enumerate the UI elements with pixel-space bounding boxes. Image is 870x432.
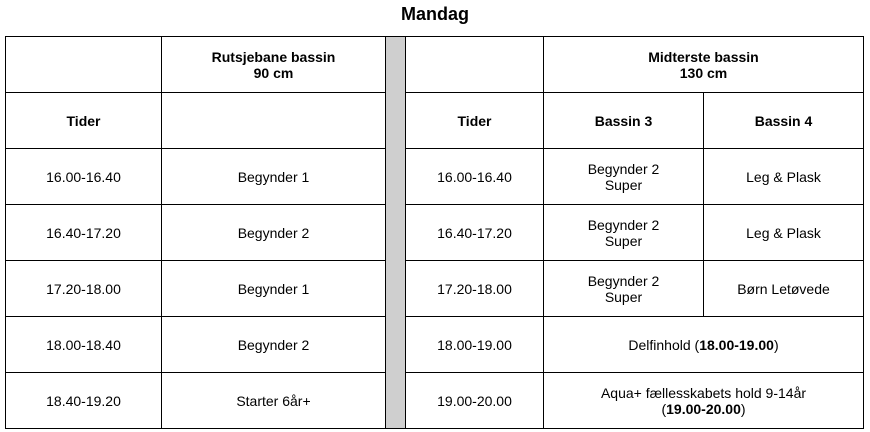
left-pool-depth: 90 cm (253, 64, 294, 81)
right-time-cell: 18.00-19.00 (406, 317, 544, 373)
bassin3-line1: Begynder 2 (587, 216, 660, 233)
table-row (6, 205, 864, 261)
right-pool-header (544, 37, 864, 93)
left-time-cell: 16.40-17.20 (6, 205, 162, 261)
bassin3-cell (544, 149, 704, 205)
left-activity-cell: Starter 6år+ (162, 373, 386, 429)
left-activity-cell: Begynder 1 (162, 149, 386, 205)
bassin3-line2: Super (604, 288, 643, 305)
table-row (6, 261, 864, 317)
section-separator (386, 37, 406, 429)
left-activity-cell: Begynder 2 (162, 205, 386, 261)
bassin3-header: Bassin 3 (544, 93, 704, 149)
left-time-cell: 16.00-16.40 (6, 149, 162, 205)
merged-activity-time: 19.00-20.00 (666, 400, 741, 417)
empty-header-cell (406, 37, 544, 93)
empty-header-cell (162, 93, 386, 149)
pool-header-row (6, 37, 864, 93)
right-time-cell: 17.20-18.00 (406, 261, 544, 317)
empty-header-cell (6, 37, 162, 93)
bassin4-header: Bassin 4 (704, 93, 864, 149)
right-time-cell: 16.00-16.40 (406, 149, 544, 205)
left-time-cell: 18.00-18.40 (6, 317, 162, 373)
bassin3-line1: Begynder 2 (587, 160, 660, 177)
left-pool-header (162, 37, 386, 93)
left-time-cell: 17.20-18.00 (6, 261, 162, 317)
bassin3-cell (544, 205, 704, 261)
right-time-cell: 16.40-17.20 (406, 205, 544, 261)
bassin4-cell: Leg & Plask (704, 205, 864, 261)
merged-activity-time: 18.00-19.00 (699, 336, 774, 353)
right-pool-name: Midterste bassin (648, 48, 759, 65)
bassin3-cell (544, 261, 704, 317)
right-time-cell: 19.00-20.00 (406, 373, 544, 429)
table-row (6, 149, 864, 205)
bassin4-cell: Børn Letøvede (704, 261, 864, 317)
bassin3-line1: Begynder 2 (587, 272, 660, 289)
bassin3-line2: Super (604, 176, 643, 193)
merged-activity-name: Delfinhold (628, 336, 691, 353)
column-header-row (6, 93, 864, 149)
right-time-header: Tider (406, 93, 544, 149)
bassin4-cell: Leg & Plask (704, 149, 864, 205)
merged-activity-name: Aqua+ fællesskabets hold 9-14år (600, 384, 807, 401)
merged-activity-cell: Delfinhold (18.00-19.00) (544, 317, 864, 373)
merged-activity-cell (544, 373, 864, 429)
right-pool-depth: 130 cm (679, 64, 728, 81)
schedule-table (5, 36, 864, 429)
left-time-header: Tider (6, 93, 162, 149)
table-row (6, 317, 864, 373)
left-time-cell: 18.40-19.20 (6, 373, 162, 429)
bassin3-line2: Super (604, 232, 643, 249)
left-activity-cell: Begynder 2 (162, 317, 386, 373)
table-row (6, 373, 864, 429)
left-activity-cell: Begynder 1 (162, 261, 386, 317)
merged-activity-time-line: (19.00-20.00) (661, 400, 746, 417)
page-title: Mandag (400, 4, 469, 24)
left-pool-name: Rutsjebane bassin (211, 48, 336, 65)
